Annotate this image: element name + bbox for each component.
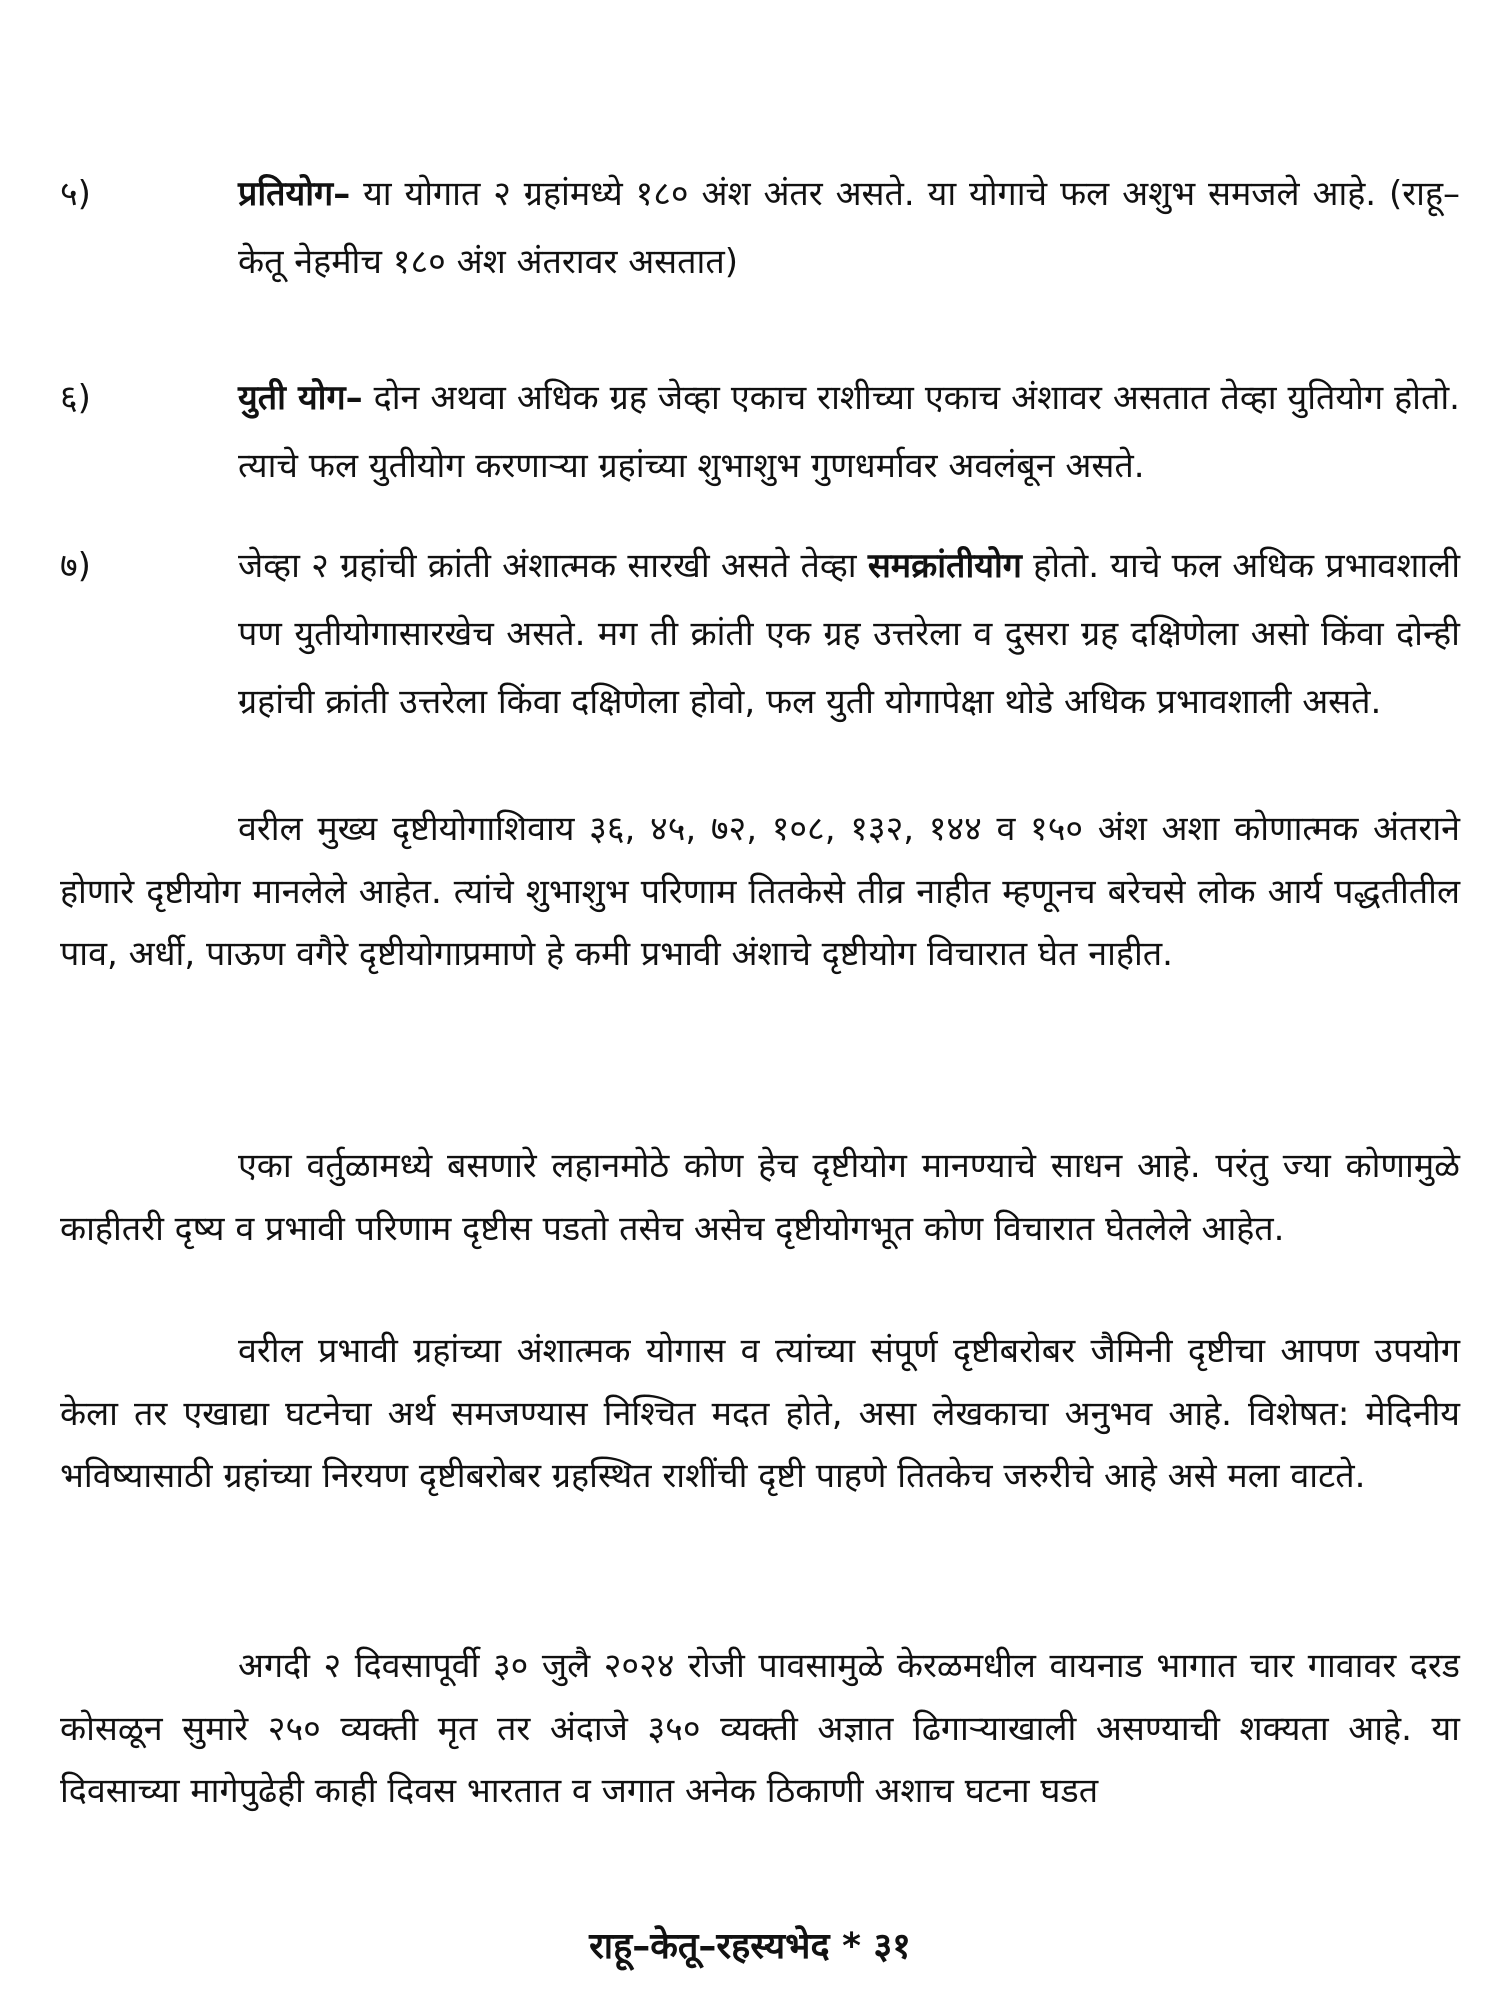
item-number: ५) — [60, 174, 91, 214]
list-item-6 — [60, 364, 1460, 500]
item-number: ६) — [60, 378, 91, 418]
list-item-7 — [60, 532, 1460, 736]
item-inline-heading: समक्रांतीयोग — [867, 546, 1022, 586]
paragraph-2: एका वर्तुळामध्ये बसणारे लहानमोठे कोण हेच दृष्टीयोग मानण्याचे साधन आहे. परंतु ज्या कोणामुळे काहीतरी दृष्य व प्रभावी परिणाम दृष्टीस पडतो तसेच असेच दृष्टीयोगभूत कोण विचारात घेतलेले आहेत. — [60, 1146, 1460, 1249]
item-text: दोन अथवा अधिक ग्रह जेव्हा एकाच राशीच्या एकाच अंशावर असतात तेव्हा युतियोग होतो. त्याचे फल युतीयोग करणाऱ्या ग्रहांच्या शुभाशुभ गुणधर्मावर अवलंबून असते. — [238, 378, 1460, 486]
item-number: ७) — [60, 546, 91, 586]
list-item-5 — [60, 160, 1460, 296]
paragraph-3: वरील प्रभावी ग्रहांच्या अंशात्मक योगास व त्यांच्या संपूर्ण दृष्टीबरोबर जैमिनी दृष्टीचा आपण उपयोग केला तर एखाद्या घटनेचा अर्थ समजण्यास निश्चित मदत होते, असा लेखकाचा अनुभव आहे. विशेषत: मेदिनीय भविष्यासाठी ग्रहांच्या निरयण दृष्टीबरोबर ग्रहस्थित राशींची दृष्टी पाहणे तितकेच जरुरीचे आहे असे मला वाटते. — [60, 1331, 1460, 1496]
item-heading: प्रतियोग– — [238, 174, 351, 214]
paragraph-4: अगदी २ दिवसापूर्वी ३० जुलै २०२४ रोजी पावसामुळे केरळमधील वायनाड भागात चार गावावर दरड कोसळून सुमारे २५० व्यक्ती मृत तर अंदाजे ३५० व्यक्ती अज्ञात ढिगाऱ्याखाली असण्याची शक्यता आहे. या दिवसाच्या मागेपुढेही काही दिवस भारतात व जगात अनेक ठिकाणी अशाच घटना घडत — [60, 1646, 1460, 1811]
item-text: जेव्हा २ ग्रहांची क्रांती अंशात्मक सारखी असते तेव्हा — [238, 546, 868, 586]
paragraph-1: वरील मुख्य दृष्टीयोगाशिवाय ३६, ४५, ७२, १०८, १३२, १४४ व १५० अंश अशा कोणात्मक अंतराने होणारे दृष्टीयोग मानलेले आहेत. त्यांचे शुभाशुभ परिणाम तितकेसे तीव्र नाहीत म्हणूनच बरेचसे लोक आर्य पद्धतीतील पाव, अर्धी, पाऊण वगैरे दृष्टीयोगाप्रमाणे हे कमी प्रभावी अंशाचे दृष्टीयोग विचारात घेत नाहीत. — [60, 809, 1460, 974]
page-footer: राहू–केतू–रहस्यभेद * ३१ — [589, 1926, 911, 1967]
item-body — [238, 532, 1460, 736]
item-text: या योगात २ ग्रहांमध्ये १८० अंश अंतर असते. या योगाचे फल अशुभ समजले आहे. (राहू–केतू नेहमीच १८० अंश अंतरावर असतात) — [238, 174, 1460, 282]
item-text-continued: होतो. याचे फल अधिक प्रभावशाली पण युतीयोगासारखेच असते. मग ती क्रांती एक ग्रह उत्तरेला व दुसरा ग्रह दक्षिणेला असो किंवा दोन्ही ग्रहांची क्रांती उत्तरेला किंवा दक्षिणेला होवो, फल युती योगापेक्षा थोडे अधिक प्रभावशाली असते. — [238, 546, 1460, 722]
item-body — [238, 160, 1460, 296]
item-body — [238, 364, 1460, 500]
item-heading: युती योग– — [238, 378, 363, 418]
